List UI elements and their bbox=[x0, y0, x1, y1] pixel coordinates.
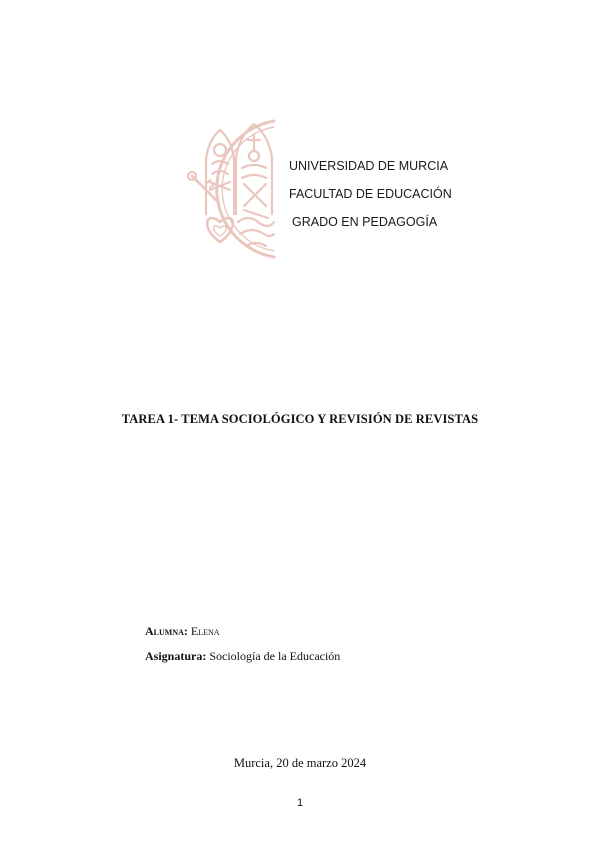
document-title: TAREA 1- TEMA SOCIOLÓGICO Y REVISIÓN DE REVISTAS bbox=[121, 412, 479, 426]
university-header bbox=[289, 152, 452, 236]
student-line bbox=[145, 624, 220, 639]
student-name: Elena bbox=[190, 624, 220, 638]
place-and-date: Murcia, 20 de marzo 2024 bbox=[233, 756, 367, 770]
subject-label: Asignatura: bbox=[145, 649, 207, 663]
university-seal-icon bbox=[186, 118, 278, 260]
student-label: Alumna: bbox=[145, 624, 188, 638]
degree-name: GRADO EN PEDAGOGÍA bbox=[292, 215, 438, 229]
subject-value: Sociología de la Educación bbox=[209, 649, 341, 663]
subject-line bbox=[145, 649, 340, 664]
page-number: 1 bbox=[296, 797, 304, 809]
faculty-name: FACULTAD DE EDUCACIÓN bbox=[289, 187, 452, 201]
university-name: UNIVERSIDAD DE MURCIA bbox=[289, 159, 449, 173]
